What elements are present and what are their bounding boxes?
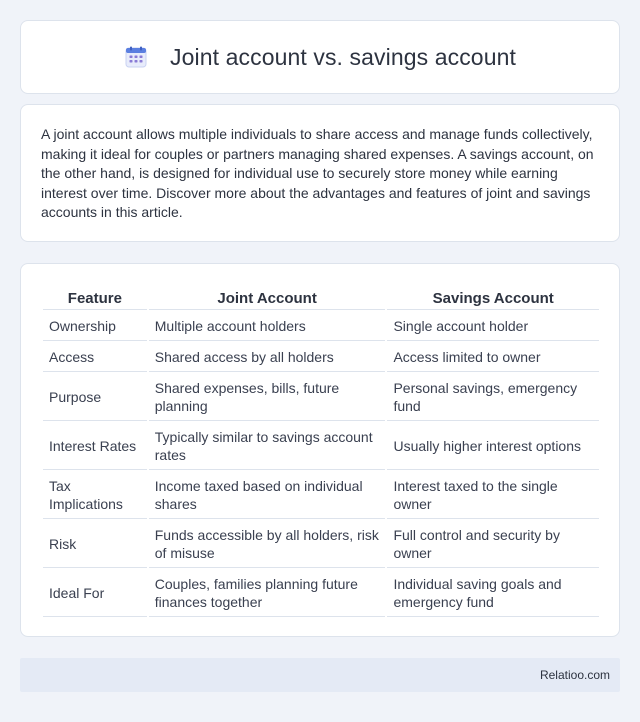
table-cell: Ownership	[43, 312, 147, 341]
table-cell: Couples, families planning future finances together	[149, 570, 386, 617]
table-header-row	[43, 286, 599, 310]
table-row	[43, 521, 599, 568]
table-cell: Typically similar to savings account rates	[149, 423, 386, 470]
title-card	[20, 20, 620, 94]
table-cell: Access limited to owner	[387, 343, 599, 372]
table-cell: Interest taxed to the single owner	[387, 472, 599, 519]
calendar-icon	[124, 45, 148, 69]
table-cell: Single account holder	[387, 312, 599, 341]
table-cell: Personal savings, emergency fund	[387, 374, 599, 421]
table-cell: Individual saving goals and emergency fund	[387, 570, 599, 617]
table-row	[43, 343, 599, 372]
page-title: Joint account vs. savings account	[170, 43, 516, 70]
table-cell: Income taxed based on individual shares	[149, 472, 386, 519]
table-cell: Shared expenses, bills, future planning	[149, 374, 386, 421]
table-cell: Purpose	[43, 374, 147, 421]
table-cell: Full control and security by owner	[387, 521, 599, 568]
column-header-joint-account: Joint Account	[149, 286, 386, 310]
footer-brand: Relatioo.com	[539, 668, 610, 682]
table-cell: Usually higher interest options	[387, 423, 599, 470]
table-cell: Risk	[43, 521, 147, 568]
table-cell: Access	[43, 343, 147, 372]
table-cell: Tax Implications	[43, 472, 147, 519]
intro-card	[20, 104, 620, 242]
table-row	[43, 312, 599, 341]
column-header-savings-account: Savings Account	[387, 286, 599, 310]
column-header-feature: Feature	[43, 286, 147, 310]
table-row	[43, 423, 599, 470]
intro-text: A joint account allows multiple individuals to share access and manage funds collectively, making it ideal for couples or partners managing shared expenses. A savings account, on the other hand, is designed for individual use to securely store money while earning interest over time. Discover more about the advantages and features of joint and savings accounts in this article.	[41, 126, 594, 221]
comparison-table	[41, 284, 601, 619]
table-cell: Interest Rates	[43, 423, 147, 470]
table-row	[43, 570, 599, 617]
table-cell: Multiple account holders	[149, 312, 386, 341]
table-row	[43, 472, 599, 519]
footer	[20, 658, 620, 692]
table-row	[43, 374, 599, 421]
comparison-card	[20, 263, 620, 637]
table-cell: Funds accessible by all holders, risk of misuse	[149, 521, 386, 568]
table-cell: Shared access by all holders	[149, 343, 386, 372]
table-cell: Ideal For	[43, 570, 147, 617]
